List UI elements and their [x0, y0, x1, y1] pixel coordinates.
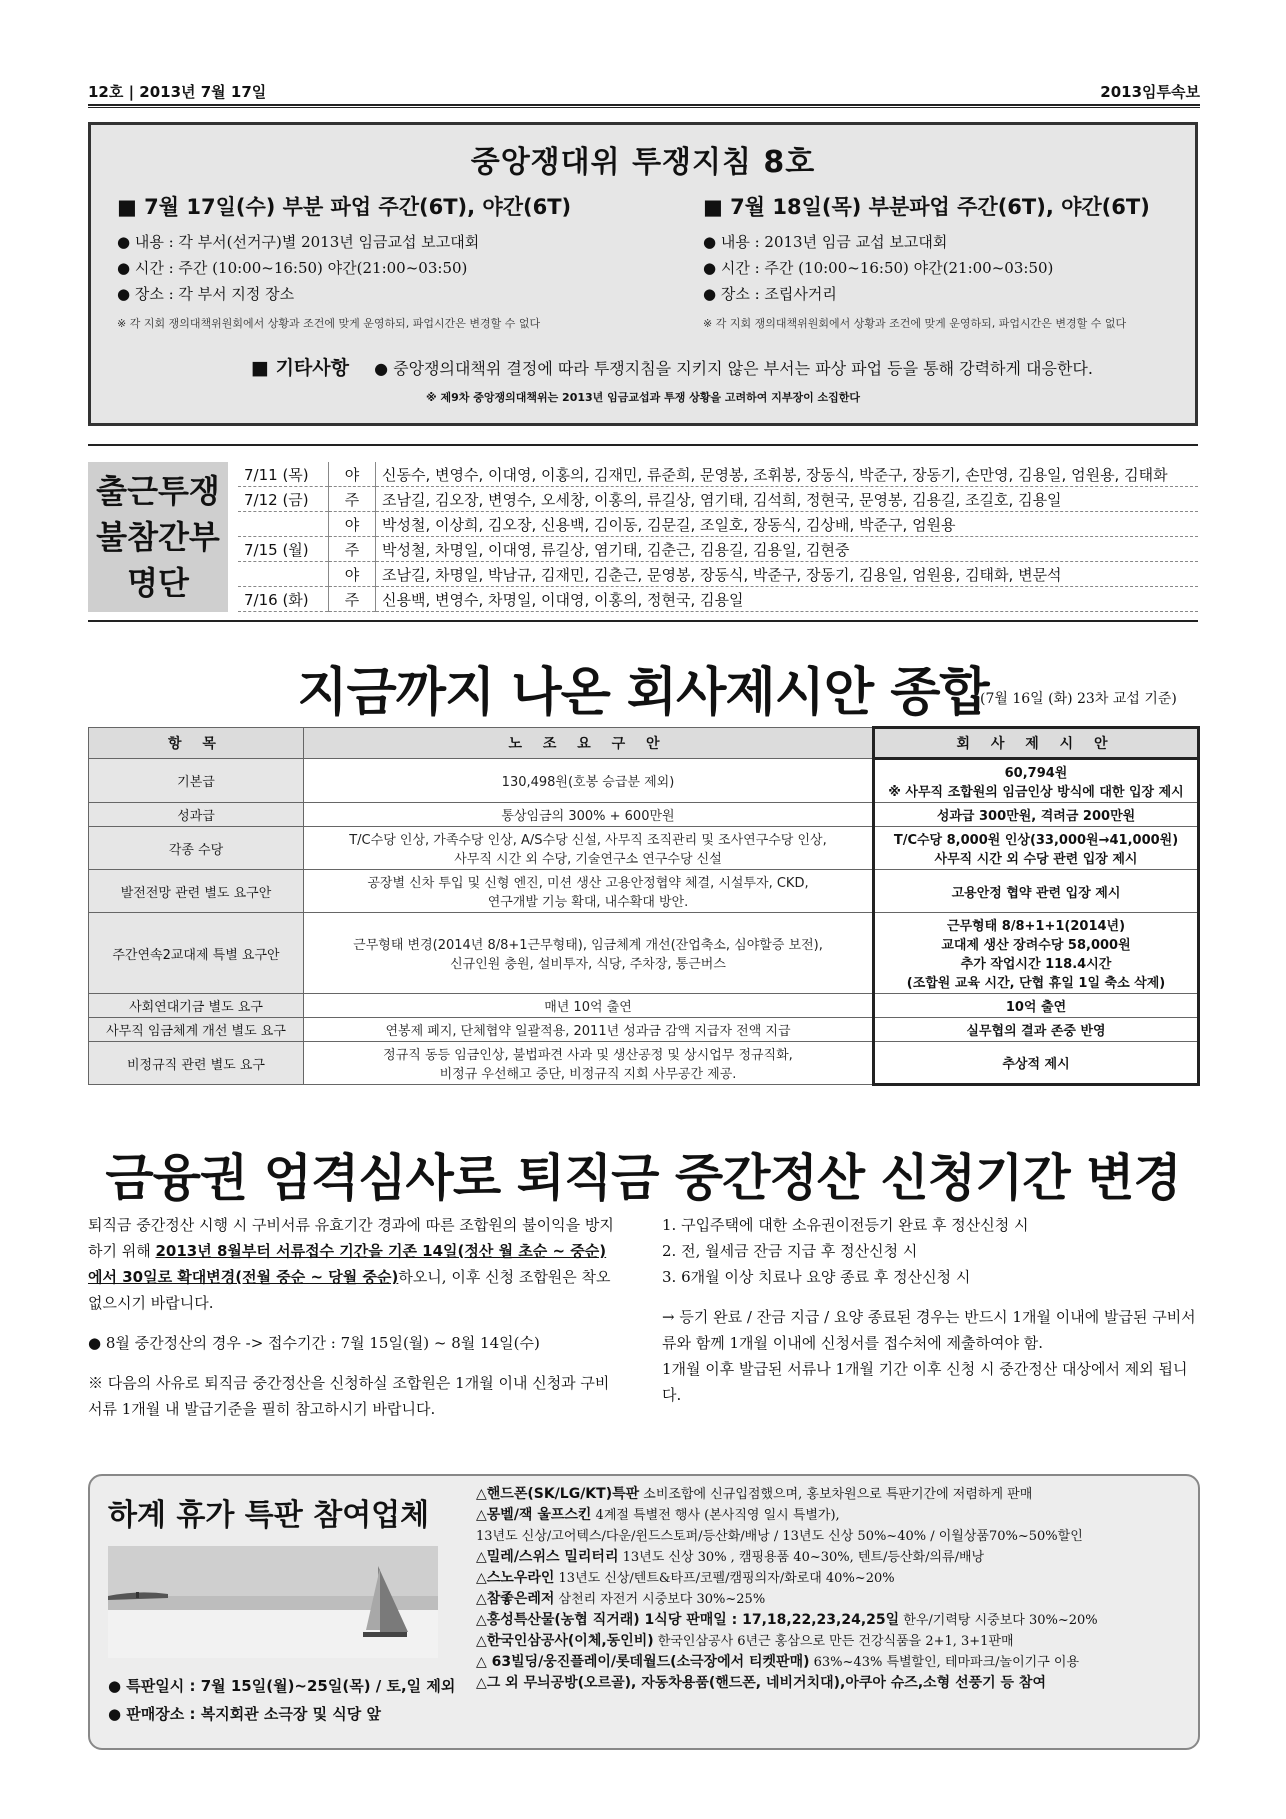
roster-label-line: 불참간부 [96, 518, 220, 556]
severance-list-item: 1. 구입주택에 대한 소유권이전등기 완료 후 정산신청 시 [662, 1216, 1029, 1234]
company-offer-line: 추상적 제시 [1002, 1057, 1070, 1072]
roster-shift: 야 [329, 462, 376, 487]
day1-item: ● 장소 : 각 부서 지정 장소 [117, 285, 295, 303]
vendor-name: △몽벨/잭 울프스킨 [476, 1507, 592, 1523]
vendor-item [476, 1568, 1192, 1589]
vendor-item [476, 1484, 1192, 1505]
roster-shift: 주 [329, 587, 376, 612]
vendor-description: 13년도 신상/고어텍스/다운/윈드스토퍼/등산화/배낭 / 13년도 신상 50%~40% / 이월상품70%~50%할인 [476, 1529, 1083, 1544]
sale-location: ● 판매장소 : 복지회관 소극장 및 식당 앞 [108, 1705, 381, 1723]
vendor-item [476, 1631, 1192, 1652]
company-offer [874, 870, 1199, 913]
union-demand-line: 매년 10억 출연 [544, 1000, 632, 1015]
vendor-description: 63%~43% 특별할인, 테마파크/놀이기구 이용 [809, 1655, 1080, 1670]
vendor-description: 한국인삼공사 6년근 홍삼으로 만든 건강식품을 2+1, 3+1판매 [653, 1634, 1014, 1649]
summer-sale-box [88, 1474, 1200, 1750]
day1-note: ※ 각 지회 쟁의대책위원회에서 상황과 조건에 맞게 운영하되, 파업시간은 변경할 수 없다 [117, 317, 541, 330]
roster-row [238, 487, 1198, 512]
day1-item: ● 내용 : 각 부서(선거구)별 2013년 임금교섭 보고대회 [117, 233, 480, 251]
vendor-name: △홍성특산물(농협 직거래) 1식당 판매일 : 17,18,22,23,24,25일 [476, 1612, 900, 1628]
company-offer [874, 994, 1199, 1018]
company-offer [874, 1042, 1199, 1085]
severance-bullet: ● 8월 중간정산의 경우 -> 접수기간 : 7월 15일(월) ~ 8월 14일(수) [88, 1334, 540, 1352]
company-offer-line: 근무형태 8/8+1+1(2014년) [946, 919, 1126, 934]
severance-title: 금융권 엄격심사로 퇴직금 중간정산 신청기간 변경 [105, 1149, 1181, 1207]
roster-row [238, 512, 1198, 537]
vendor-name: △ 63빌딩/웅진플레이/롯데월드(소극장에서 티켓판매) [476, 1654, 810, 1670]
severance-list-item: 3. 6개월 이상 치료나 요양 종료 후 정산신청 시 [662, 1268, 971, 1286]
vendor-item [476, 1547, 1192, 1568]
proposal-item-line: 사무직 임금체계 개선 별도 요구 [106, 1024, 286, 1039]
company-offer [874, 827, 1199, 870]
union-demand [304, 803, 874, 827]
vendor-item [476, 1673, 1192, 1694]
vendor-name: △핸드폰(SK/LG/KT)특판 [476, 1486, 640, 1502]
day2-heading: ■ 7월 18일(목) 부분파업 주간(6T), 야간(6T) [703, 195, 1150, 219]
proposal-item [89, 1018, 304, 1042]
severance-arrow-note: → 등기 완료 / 잔금 지급 / 요양 종료된 경우는 반드시 1개월 이내에 발급된 구비서류와 함께 1개월 이내에 신청서를 접수처에 제출하여야 함. [662, 1308, 1196, 1352]
vendor-name: △밀레/스위스 밀리터리 [476, 1549, 619, 1565]
union-demand-line: 근무형태 변경(2014년 8/8+1근무형태), 임금체계 개선(잔업축소, 심야할증 보전), [353, 938, 823, 953]
sale-info [108, 1672, 455, 1728]
vendor-description: 13년도 신상/텐트&타프/코펠/캠핑의자/화로대 40%~20% [554, 1571, 895, 1586]
proposal-item [89, 1042, 304, 1085]
severance-paragraph [88, 1212, 618, 1316]
union-demand [304, 759, 874, 803]
proposal-item [89, 870, 304, 913]
proposal-row [89, 803, 1199, 827]
roster-names: 신동수, 변영수, 이대영, 이홍의, 김재민, 류준희, 문영봉, 조휘봉, 장동식, 박준구, 장동기, 손만영, 김용일, 엄원용, 김태화 [376, 462, 1199, 487]
roster-names: 박성철, 차명일, 이대영, 류길상, 염기태, 김춘근, 김용길, 김용일, 김현중 [376, 537, 1199, 562]
roster-names: 조남길, 차명일, 박남규, 김재민, 김춘근, 문영봉, 장동식, 박준구, 장동기, 김용일, 엄원용, 김태화, 변문석 [376, 562, 1199, 587]
company-offer [874, 759, 1199, 803]
union-demand [304, 1018, 874, 1042]
severance-right-column [662, 1212, 1202, 1408]
vendor-name: △그 외 무늬공방(오르골), 자동차용품(핸드폰, 네비거치대),아쿠아 슈즈,소형 선풍기 등 참여 [476, 1675, 1046, 1691]
severance-text: 하오니, 이후 신청 조합원은 착오 없으시기 바랍니다. [88, 1268, 611, 1312]
beach-sailboat-icon [108, 1546, 438, 1658]
union-demand [304, 994, 874, 1018]
union-demand-line: 신규인원 충원, 설비투자, 식당, 주차장, 통근버스 [450, 957, 726, 972]
severance-after-note: 1개월 이후 발급된 서류나 1개월 기간 이후 신청 시 중간정산 대상에서 제외 됩니다. [662, 1360, 1188, 1404]
proposal-item-line: 주간연속2교대제 특별 요구안 [112, 947, 280, 963]
roster-top-rule [88, 444, 1198, 446]
company-offer-line: 60,794원 [1004, 766, 1068, 781]
roster-names: 조남길, 김오장, 변영수, 오세창, 이홍의, 류길상, 염기태, 김석희, 정현국, 문영봉, 김용길, 조길호, 김용일 [376, 487, 1199, 512]
vendor-description: 소비조합에 신규입점했으며, 홍보차원으로 특판기간에 저렴하게 판매 [639, 1487, 1033, 1502]
roster-label-line: 명단 [127, 564, 189, 602]
proposal-row [89, 759, 1199, 803]
roster-table [238, 462, 1198, 612]
severance-left-column [88, 1212, 618, 1436]
day2-note: ※ 각 지회 쟁의대책위원회에서 상황과 조건에 맞게 운영하되, 파업시간은 변경할 수 없다 [703, 317, 1127, 330]
guideline-day1 [117, 191, 617, 331]
vendor-item [476, 1652, 1192, 1673]
company-offer-line: 사무직 시간 외 수당 관련 입장 제시 [934, 852, 1138, 867]
vendor-item [476, 1526, 1192, 1547]
roster-label-line: 출근투쟁 [96, 472, 220, 510]
proposal-item-line: 발전전망 관련 별도 요구안 [120, 885, 272, 901]
severance-list-item: 2. 전, 월세금 잔금 지급 후 정산신청 시 [662, 1242, 918, 1260]
day1-heading: ■ 7월 17일(수) 부분 파업 주간(6T), 야간(6T) [117, 195, 572, 219]
roster-label [88, 462, 228, 612]
vendor-item [476, 1610, 1192, 1631]
day2-item: ● 내용 : 2013년 임금 교섭 보고대회 [703, 233, 948, 251]
roster-row [238, 462, 1198, 487]
severance-text: 퇴직금 중간정산 시행 시 구비서류 유효기간 경과에 따른 조합원의 불이익을 방지하기 위해 [88, 1216, 614, 1260]
proposal-header-row [89, 728, 1199, 759]
roster-date: 7/16 (화) [238, 587, 329, 612]
roster-bottom-rule [88, 620, 1198, 622]
company-offer-line: ※ 사무직 조합원의 임금인상 방식에 대한 입장 제시 [888, 785, 1184, 800]
company-offer [874, 803, 1199, 827]
union-demand-line: 정규직 동등 임금인상, 불법파견 사과 및 생산공정 및 상시업무 정규직화, [383, 1048, 793, 1063]
publication-name: 2013임투속보 [1100, 83, 1200, 101]
roster-shift: 야 [329, 512, 376, 537]
proposal-item-line: 각종 수당 [168, 842, 224, 858]
vendor-list [476, 1484, 1192, 1694]
proposal-item-line: 비정규직 관련 별도 요구 [127, 1057, 265, 1073]
roster-names: 박성철, 이상희, 김오장, 신용백, 김이동, 김문길, 조일호, 장동식, 김상배, 박준구, 엄원용 [376, 512, 1199, 537]
proposal-item [89, 803, 304, 827]
severance-note: ※ 다음의 사유로 퇴직금 중간정산을 신청하실 조합원은 1개월 이내 신청과 구비서류 1개월 내 발급기준을 필히 참고하시기 바랍니다. [88, 1374, 610, 1418]
union-demand-line: T/C수당 인상, 가족수당 인상, A/S수당 신설, 사무직 조직관리 및 조사연구수당 인상, [349, 833, 827, 848]
proposal-row [89, 827, 1199, 870]
union-demand [304, 870, 874, 913]
roster-row [238, 587, 1198, 612]
vendor-name: △스노우라인 [476, 1570, 555, 1586]
beach-sailboat-photo [108, 1546, 438, 1658]
proposal-row [89, 1018, 1199, 1042]
proposal-item [89, 994, 304, 1018]
company-offer [874, 913, 1199, 994]
union-demand-line: 130,498원(호봉 승급분 제외) [501, 775, 675, 790]
vendor-item [476, 1589, 1192, 1610]
company-offer-line: 10억 출연 [1005, 1000, 1067, 1015]
col-header-union: 노 조 요 구 안 [304, 728, 874, 759]
sale-title: 하계 휴가 특판 참여업체 [108, 1498, 430, 1533]
union-demand-line: 비정규 우선해고 중단, 비정규직 지회 사무공간 제공. [439, 1067, 737, 1082]
union-demand-line: 공장별 신차 투입 및 신형 엔진, 미션 생산 고용안정협약 체결, 시설투자, CKD, [367, 876, 809, 891]
issue-date: 12호 | 2013년 7월 17일 [88, 83, 267, 101]
company-offer-line: 고용안정 협약 관련 입장 제시 [951, 885, 1121, 901]
proposal-row [89, 913, 1199, 994]
vendor-description: 삼천리 자전거 시중보다 30%~25% [554, 1592, 766, 1607]
etc-note: ※ 제9차 중앙쟁의대책위는 2013년 임금교섭과 투쟁 상황을 고려하여 지부장이 소집한다 [425, 391, 861, 404]
proposal-row [89, 870, 1199, 913]
union-demand-line: 연구개발 기능 확대, 내수확대 방안. [487, 895, 689, 910]
proposal-row [89, 994, 1199, 1018]
guideline-title: 중앙쟁대위 투쟁지침 8호 [470, 145, 816, 180]
company-offer [874, 1018, 1199, 1042]
roster-date [238, 512, 329, 537]
col-header-item: 항 목 [89, 728, 304, 759]
day1-item: ● 시간 : 주간 (10:00~16:50) 야간(21:00~03:50) [117, 259, 468, 277]
roster-shift: 주 [329, 487, 376, 512]
col-header-company: 회 사 제 시 안 [874, 728, 1199, 759]
day2-item: ● 시간 : 주간 (10:00~16:50) 야간(21:00~03:50) [703, 259, 1054, 277]
proposal-item-line: 성과급 [177, 809, 215, 824]
vendor-description: 4계절 특별전 행사 (본사직영 일시 특별가), [591, 1508, 840, 1523]
union-demand-line: 연봉제 폐지, 단체협약 일괄적용, 2011년 성과금 감액 지급자 전액 지급 [385, 1024, 791, 1039]
union-demand [304, 827, 874, 870]
proposal-row [89, 1042, 1199, 1085]
proposal-item [89, 759, 304, 803]
sale-date: ● 특판일시 : 7월 15일(월)~25일(목) / 토,일 제외 [108, 1677, 456, 1695]
page-header [88, 72, 1200, 102]
vendor-description: 한우/기력탕 시중보다 30%~20% [899, 1613, 1098, 1628]
company-offer-line: 추가 작업시간 118.4시간 [960, 957, 1112, 972]
header-rule-thin [88, 107, 1200, 108]
header-rule [88, 104, 1200, 106]
roster-date: 7/12 (금) [238, 487, 329, 512]
roster-names: 신용백, 변영수, 차명일, 이대영, 이홍의, 정현국, 김용일 [376, 587, 1199, 612]
roster-shift: 주 [329, 537, 376, 562]
vendor-name: △한국인삼공사(이체,동인비) [476, 1633, 654, 1649]
company-offer-line: T/C수당 8,000원 인상(33,000원→41,000원) [893, 833, 1179, 848]
day2-item: ● 장소 : 조립사거리 [703, 285, 837, 303]
vendor-name: △참좋은레저 [476, 1591, 555, 1607]
union-demand [304, 1042, 874, 1085]
company-offer-line: 실무협의 결과 존중 반영 [966, 1024, 1106, 1039]
company-offer-line: 성과급 300만원, 격려금 200만원 [936, 809, 1136, 824]
proposal-title: 지금까지 나온 회사제시안 종합 [297, 663, 989, 723]
proposal-item-line: 사회연대기금 별도 요구 [129, 1000, 263, 1015]
roster-row [238, 562, 1198, 587]
proposal-table [88, 726, 1200, 1086]
guideline-etc [251, 353, 1093, 380]
proposal-date-note: (7월 16일 (화) 23차 교섭 기준) [980, 691, 1177, 707]
proposal-item [89, 913, 304, 994]
proposal-item-line: 기본급 [177, 775, 215, 790]
roster-date: 7/11 (목) [238, 462, 329, 487]
roster-row [238, 537, 1198, 562]
etc-text: ● 중앙쟁의대책위 결정에 따라 투쟁지침을 지키지 않은 부서는 파상 파업 등을 통해 강력하게 대응한다. [374, 359, 1093, 378]
roster-date: 7/15 (월) [238, 537, 329, 562]
roster-date [238, 562, 329, 587]
union-demand-line: 사무직 시간 외 수당, 기술연구소 연구수당 신설 [454, 852, 722, 867]
severance-highlight: 2013년 8월부터 서류접수 기간을 기존 14일(정산 월 초순 ~ 중순)에서 30일로 확대변경(전월 중순 ~ 당월 중순) [88, 1242, 607, 1286]
company-offer-line: (조합원 교육 시간, 단협 휴일 1일 축소 삭제) [906, 976, 1166, 991]
roster-shift: 야 [329, 562, 376, 587]
etc-label: ■ 기타사항 [251, 357, 349, 379]
vendor-item [476, 1505, 1192, 1526]
union-demand-line: 통상임금의 300% + 600만원 [501, 809, 675, 824]
guideline-day2 [703, 191, 1203, 331]
strike-guideline-box [88, 122, 1198, 426]
company-offer-line: 교대제 생산 장려수당 58,000원 [941, 938, 1131, 953]
union-demand [304, 913, 874, 994]
vendor-description: 13년도 신상 30% , 캠핑용품 40~30%, 텐트/등산화/의류/배낭 [618, 1550, 985, 1565]
proposal-item [89, 827, 304, 870]
